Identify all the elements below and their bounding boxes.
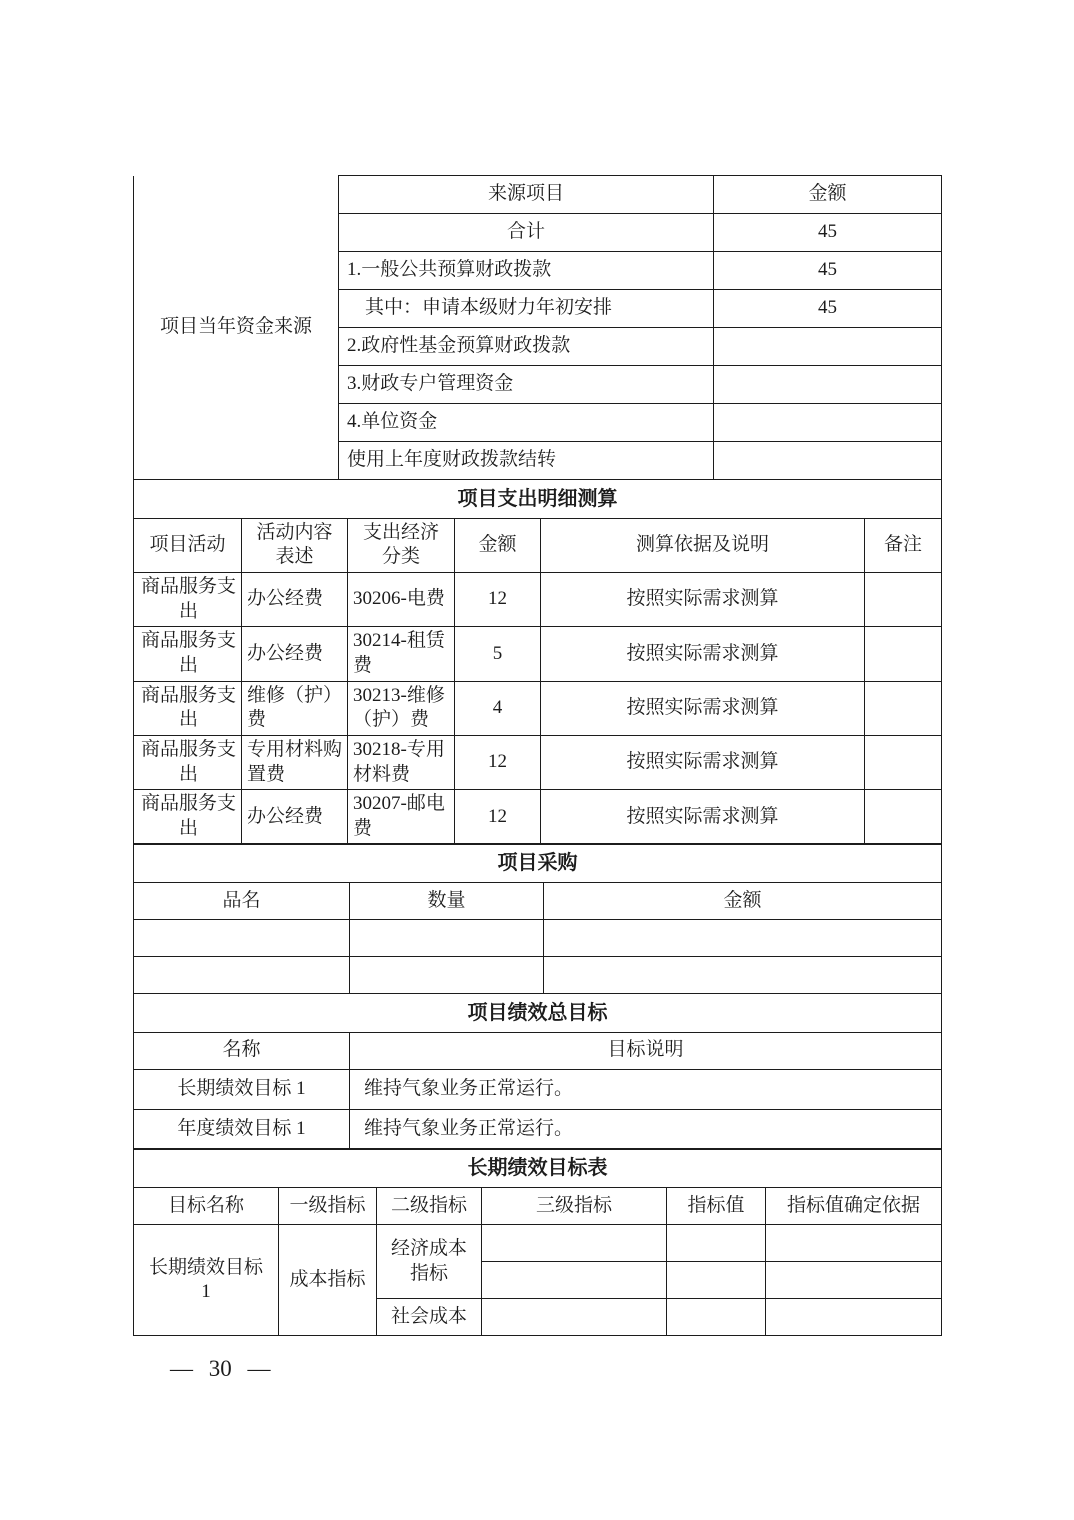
funding-amount — [714, 442, 942, 480]
procurement-table-title: 项目采购 — [134, 844, 942, 883]
cell-econ-class: 30213-维修（护）费 — [348, 681, 455, 735]
cell-basis: 按照实际需求测算 — [541, 790, 865, 844]
overall-goal-row-longterm — [134, 1069, 942, 1109]
col-header-remark: 备注 — [865, 518, 942, 572]
cell-econ-class: 30206-电费 — [348, 572, 455, 626]
expenditure-row — [134, 572, 942, 626]
funding-item: 使用上年度财政拨款结转 — [339, 442, 714, 480]
expenditure-header-row — [134, 518, 942, 572]
cell-amount — [544, 957, 942, 994]
cell-product — [134, 957, 350, 994]
funding-source-table — [133, 175, 942, 480]
budget-form — [133, 175, 941, 1336]
cell-amount: 5 — [455, 627, 541, 681]
col-header-econ-class: 支出经济分类 — [348, 518, 455, 572]
cell-activity: 商品服务支出 — [134, 627, 242, 681]
funding-item: 其中：申请本级财力年初安排 — [339, 290, 714, 328]
procurement-table — [133, 843, 942, 994]
funding-header-source: 来源项目 — [339, 176, 714, 214]
longterm-header-row — [134, 1188, 942, 1225]
cell-goal-name: 长期绩效目标 1 — [134, 1225, 279, 1336]
col-header-activity-desc: 活动内容表述 — [242, 518, 348, 572]
col-header-value-basis: 指标值确定依据 — [766, 1188, 942, 1225]
cell-activity: 商品服务支出 — [134, 790, 242, 844]
cell-activity-desc: 专用材料购置费 — [242, 736, 348, 790]
cell-econ-class: 30207-邮电费 — [348, 790, 455, 844]
overall-goal-title-row — [134, 993, 942, 1032]
cell-activity-desc: 办公经费 — [242, 627, 348, 681]
cell-basis: 按照实际需求测算 — [541, 681, 865, 735]
funding-amount: 45 — [714, 214, 942, 252]
cell-quantity — [350, 957, 544, 994]
expenditure-table-title: 项目支出明细测算 — [134, 479, 942, 518]
cell-amount — [544, 920, 942, 957]
longterm-table-title: 长期绩效目标表 — [134, 1149, 942, 1188]
cell-level3 — [482, 1262, 667, 1299]
procurement-row — [134, 957, 942, 994]
expenditure-detail-table — [133, 479, 942, 845]
overall-goal-row-annual — [134, 1109, 942, 1149]
cell-value-basis — [766, 1225, 942, 1262]
funding-header-amount: 金额 — [714, 176, 942, 214]
expenditure-title-row — [134, 479, 942, 518]
procurement-title-row — [134, 844, 942, 883]
col-header-goal-name: 目标名称 — [134, 1188, 279, 1225]
funding-item: 4.单位资金 — [339, 404, 714, 442]
cell-indicator-value — [667, 1225, 766, 1262]
funding-amount — [714, 328, 942, 366]
cell-activity-desc: 办公经费 — [242, 572, 348, 626]
cell-amount: 4 — [455, 681, 541, 735]
procurement-row — [134, 920, 942, 957]
page-number: — 30 — — [170, 1356, 271, 1381]
cell-indicator-value — [667, 1299, 766, 1336]
funding-row-label: 项目当年资金来源 — [134, 176, 339, 480]
cell-basis: 按照实际需求测算 — [541, 736, 865, 790]
cell-indicator-value — [667, 1262, 766, 1299]
cell-activity: 商品服务支出 — [134, 681, 242, 735]
col-header-indicator-value: 指标值 — [667, 1188, 766, 1225]
cell-level3 — [482, 1299, 667, 1336]
col-header-product: 品名 — [134, 883, 350, 920]
col-header-amount: 金额 — [455, 518, 541, 572]
cell-quantity — [350, 920, 544, 957]
cell-basis: 按照实际需求测算 — [541, 627, 865, 681]
cell-goal-name: 长期绩效目标 1 — [134, 1069, 350, 1109]
cell-basis: 按照实际需求测算 — [541, 572, 865, 626]
funding-item: 2.政府性基金预算财政拨款 — [339, 328, 714, 366]
cell-value-basis — [766, 1262, 942, 1299]
cell-remark — [865, 790, 942, 844]
funding-header-row — [134, 176, 942, 214]
longterm-goal-table — [133, 1148, 942, 1336]
cell-activity-desc: 维修（护）费 — [242, 681, 348, 735]
cell-activity: 商品服务支出 — [134, 736, 242, 790]
cell-goal-name: 年度绩效目标 1 — [134, 1109, 350, 1149]
col-header-activity: 项目活动 — [134, 518, 242, 572]
funding-amount: 45 — [714, 252, 942, 290]
col-header-quantity: 数量 — [350, 883, 544, 920]
cell-level1-indicator: 成本指标 — [279, 1225, 377, 1336]
cell-econ-class: 30214-租赁费 — [348, 627, 455, 681]
overall-goal-table-title: 项目绩效总目标 — [134, 993, 942, 1032]
cell-value-basis — [766, 1299, 942, 1336]
expenditure-row — [134, 790, 942, 844]
cell-level2-social: 社会成本 — [377, 1299, 482, 1336]
cell-remark — [865, 627, 942, 681]
funding-amount — [714, 366, 942, 404]
funding-item: 3.财政专户管理资金 — [339, 366, 714, 404]
col-header-level1: 一级指标 — [279, 1188, 377, 1225]
expenditure-row — [134, 627, 942, 681]
cell-amount: 12 — [455, 572, 541, 626]
funding-amount: 45 — [714, 290, 942, 328]
cell-activity: 商品服务支出 — [134, 572, 242, 626]
funding-item: 合计 — [339, 214, 714, 252]
cell-amount: 12 — [455, 736, 541, 790]
cell-level2-economic: 经济成本指标 — [377, 1225, 482, 1299]
cell-product — [134, 920, 350, 957]
col-header-level2: 二级指标 — [377, 1188, 482, 1225]
col-header-amount: 金额 — [544, 883, 942, 920]
longterm-title-row — [134, 1149, 942, 1188]
col-header-basis: 测算依据及说明 — [541, 518, 865, 572]
cell-econ-class: 30218-专用材料费 — [348, 736, 455, 790]
col-header-goal-desc: 目标说明 — [350, 1032, 942, 1069]
cell-remark — [865, 736, 942, 790]
cell-goal-desc: 维持气象业务正常运行。 — [350, 1069, 942, 1109]
overall-goal-table — [133, 993, 942, 1150]
cell-goal-desc: 维持气象业务正常运行。 — [350, 1109, 942, 1149]
longterm-row — [134, 1225, 942, 1262]
col-header-name: 名称 — [134, 1032, 350, 1069]
expenditure-row — [134, 681, 942, 735]
overall-goal-header-row — [134, 1032, 942, 1069]
cell-remark — [865, 681, 942, 735]
funding-amount — [714, 404, 942, 442]
procurement-header-row — [134, 883, 942, 920]
cell-level3 — [482, 1225, 667, 1262]
expenditure-row — [134, 736, 942, 790]
col-header-level3: 三级指标 — [482, 1188, 667, 1225]
cell-amount: 12 — [455, 790, 541, 844]
cell-activity-desc: 办公经费 — [242, 790, 348, 844]
funding-item: 1.一般公共预算财政拨款 — [339, 252, 714, 290]
cell-remark — [865, 572, 942, 626]
